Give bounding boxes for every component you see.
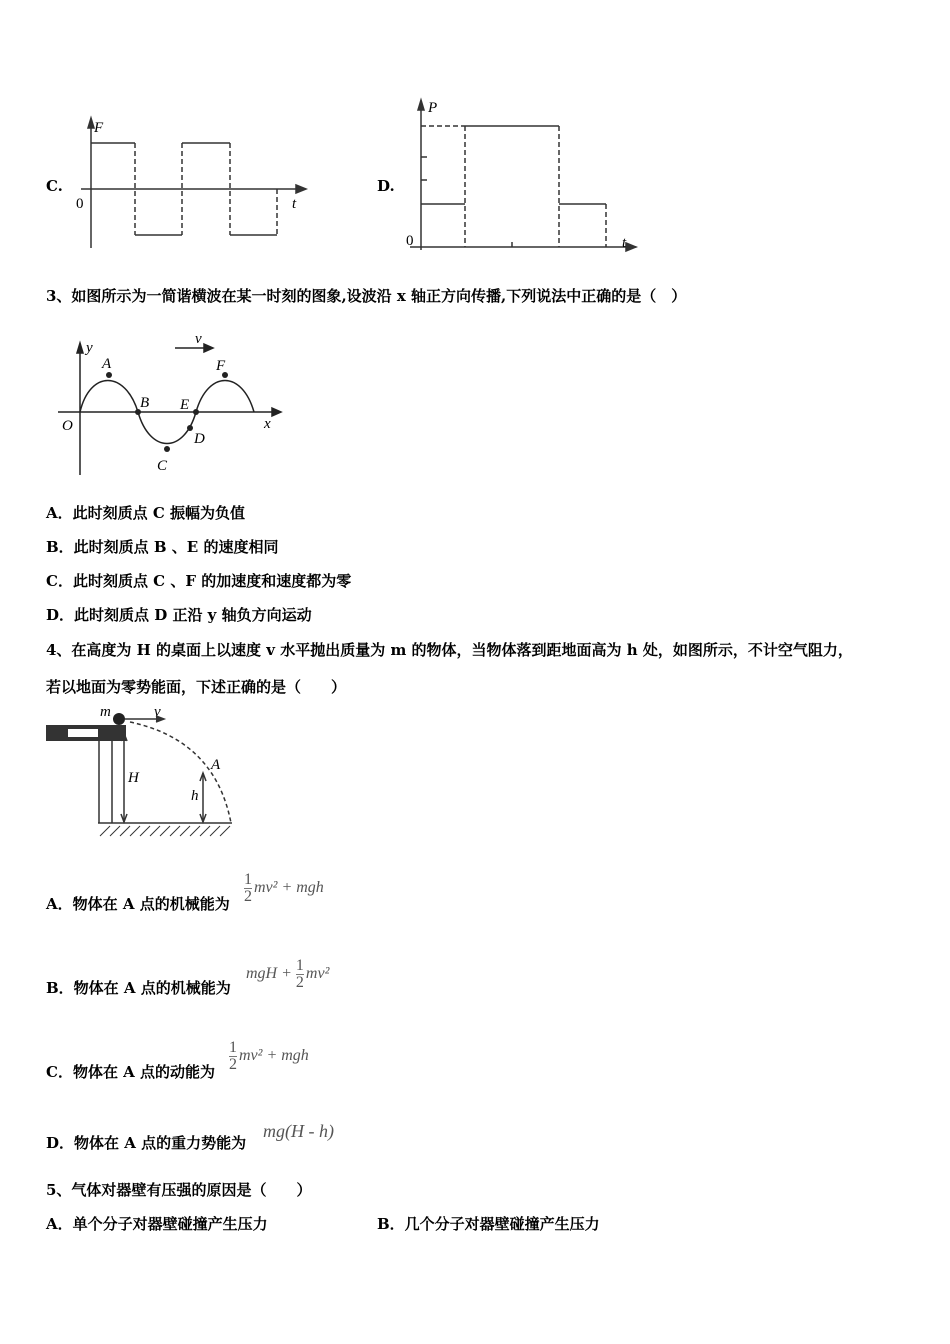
denominator: 2 — [244, 888, 252, 905]
q5-option-a: A．单个分子对器壁碰撞产生压力 — [46, 1215, 268, 1233]
q4-option-c-text: C．物体在 A 点的动能为 — [46, 1063, 216, 1081]
numerator: 1 — [295, 957, 304, 974]
formula-tail: mv² — [305, 965, 330, 983]
formula-tail: mv² + mgh — [239, 1047, 309, 1065]
q4-option-b-formula — [246, 958, 329, 991]
q4-option-a — [46, 894, 230, 914]
q4-option-d-formula: mg(H - h) — [263, 1121, 334, 1141]
graph-d-x-label: t — [622, 235, 627, 251]
point-height-label: h — [191, 788, 199, 804]
formula-tail: mv² + mgh — [254, 879, 324, 897]
point-e: E — [180, 397, 190, 413]
wave-origin: O — [62, 418, 73, 434]
q3-option-b: B．此时刻质点 B 、E 的速度相同 — [46, 538, 279, 556]
point-a-label: A — [211, 757, 221, 773]
denominator: 2 — [229, 1056, 237, 1073]
q5-option-b: B．几个分子对器壁碰撞产生压力 — [377, 1215, 600, 1233]
graph-d-y-label: P — [428, 100, 438, 116]
option-c-label: C. — [46, 177, 63, 195]
wave-y-label: y — [86, 340, 93, 356]
q4-option-a-text: A．物体在 A 点的机械能为 — [46, 895, 230, 913]
point-f: F — [216, 358, 226, 374]
graph-c-origin: 0 — [76, 196, 84, 212]
q4-option-c-formula — [229, 1040, 309, 1073]
velocity-label: v — [154, 704, 161, 720]
point-a: A — [102, 356, 112, 372]
question-4-stem-line1: 4、在高度为 H 的桌面上以速度 v 水平抛出质量为 m 的物体，当物体落到距地面高为 h 处，如图所示，不计空气阻力， — [46, 641, 853, 659]
denominator: 2 — [295, 974, 304, 991]
graph-d-origin: 0 — [406, 233, 414, 249]
question-5-stem: 5、气体对器壁有压强的原因是（ ） — [46, 1181, 312, 1199]
formula-head: mgH + — [246, 965, 296, 983]
question-4-stem-line2: 若以地面为零势能面，下述正确的是（ ） — [46, 678, 347, 696]
q4-option-d-text: D．物体在 A 点的重力势能为 — [46, 1134, 247, 1152]
graph-c-x-label: t — [292, 196, 297, 212]
q4-option-b — [46, 978, 231, 998]
table-height-label: H — [128, 770, 139, 786]
q4-option-c — [46, 1062, 215, 1082]
graph-c-y-label: F — [94, 120, 104, 136]
point-c: C — [157, 458, 168, 474]
numerator: 1 — [244, 871, 252, 888]
option-d-label: D. — [377, 177, 395, 195]
q3-option-a: A．此时刻质点 C 振幅为负值 — [46, 504, 246, 522]
q4-option-b-text: B．物体在 A 点的机械能为 — [46, 979, 231, 997]
point-d: D — [194, 431, 205, 447]
wave-x-label: x — [264, 416, 271, 432]
q4-option-a-formula — [244, 872, 324, 905]
mass-label: m — [100, 704, 111, 720]
numerator: 1 — [229, 1039, 237, 1056]
question-3-stem: 3、如图所示为一简谐横波在某一时刻的图象,设波沿 x 轴正方向传播,下列说法中正确的是（ ） — [46, 287, 687, 305]
point-b: B — [140, 395, 150, 411]
q4-option-d — [46, 1133, 246, 1153]
wave-velocity-label: v — [195, 331, 202, 347]
q3-option-c: C．此时刻质点 C 、F 的加速度和速度都为零 — [46, 572, 352, 590]
q3-option-d: D．此时刻质点 D 正沿 y 轴负方向运动 — [46, 606, 312, 624]
